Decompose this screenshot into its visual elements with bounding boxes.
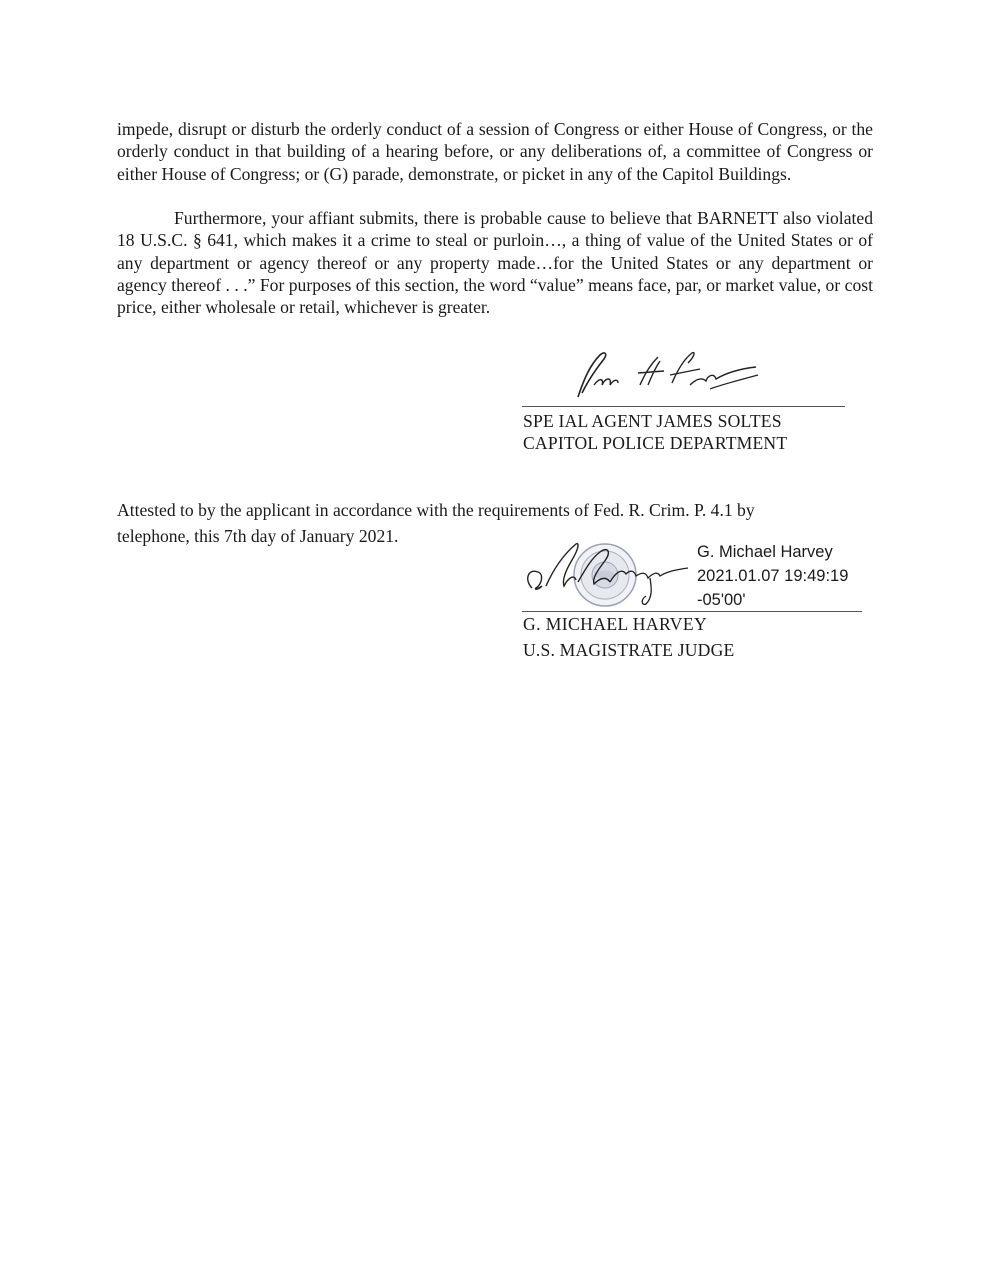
affiant-department: CAPITOL POLICE DEPARTMENT: [523, 433, 788, 453]
digital-signature-signer: G. Michael Harvey: [697, 543, 833, 561]
attestation-line-1: Attested to by the applicant in accordance with the requirements of Fed. R. Crim. P. 4.1 by: [117, 500, 755, 520]
body-paragraph-2: Furthermore, your affiant submits, there is probable cause to believe that BARNETT also violated 18 U.S.C. § 641, which makes it a crime to steal or purloin…, a thing of value of the United States or of any department or agency thereof or any property made…for the United States or any department or agency thereof . . .” For purposes of this section, the word “value” means face, par, or market value, or cost price, either wholesale or retail, whichever is greater.: [117, 208, 873, 318]
digital-signature-datetime: 2021.01.07 19:49:19: [697, 567, 849, 585]
body-paragraph-1: impede, disrupt or disturb the orderly conduct of a session of Congress or either House of Congress, or the orderly conduct in that building of a hearing before, or any deliberations of, a committee of Congress or either House of Congress; or (G) parade, demonstrate, or picket in any of the Capitol Buildings.: [117, 119, 873, 184]
judge-name: G. MICHAEL HARVEY: [523, 614, 708, 634]
judge-signature: [518, 538, 698, 610]
digital-signature-timezone: -05'00': [697, 591, 746, 609]
affiant-signature: [560, 345, 770, 405]
attestation-line-2: telephone, this 7th day of January 2021.: [117, 526, 399, 546]
affiant-title: SPE IAL AGENT JAMES SOLTES: [523, 411, 782, 431]
affiant-signature-line: [522, 406, 845, 407]
judge-title: U.S. MAGISTRATE JUDGE: [523, 640, 735, 660]
